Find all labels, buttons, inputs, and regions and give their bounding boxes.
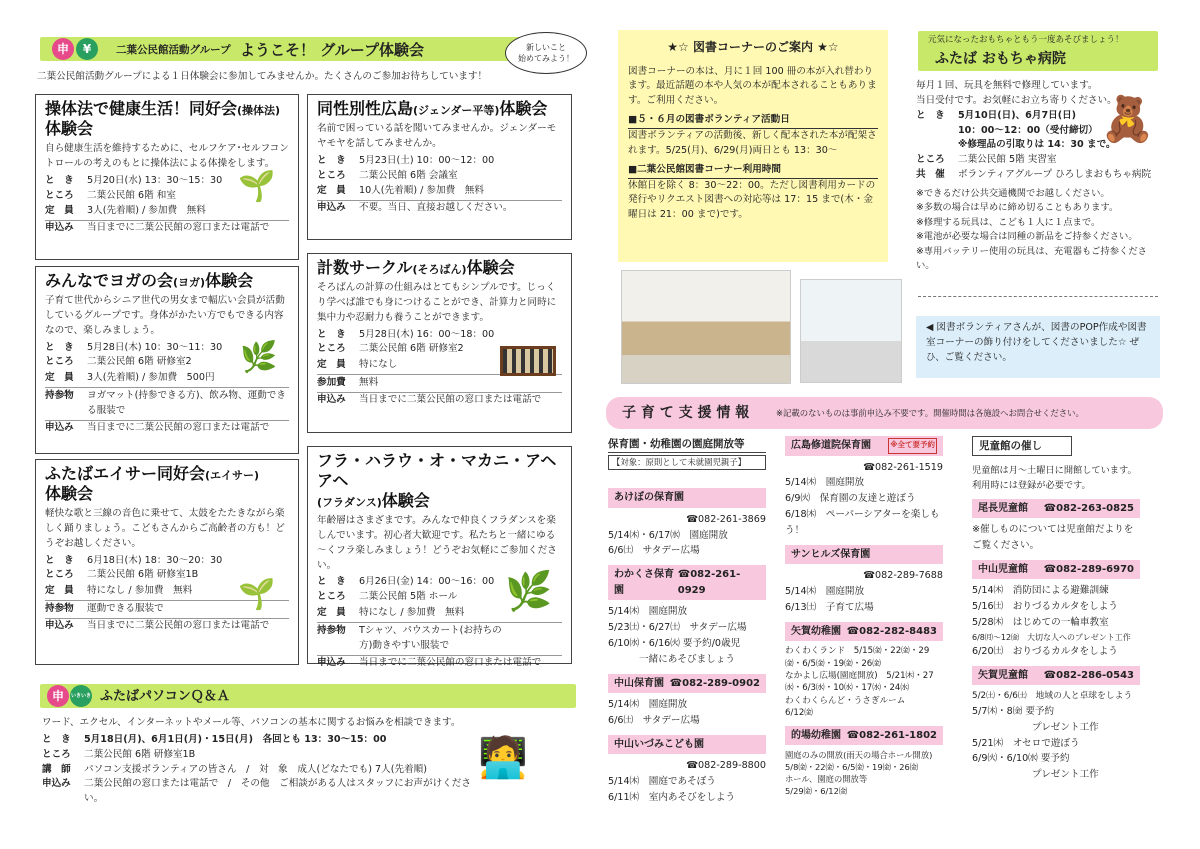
row-value: 二葉公民館 5階 実習室 xyxy=(958,154,1057,166)
row-value: 5月23日(土) 10：00～12：00 xyxy=(359,154,495,166)
facility-item: 6/6㈯ サタデー広場 xyxy=(608,545,700,557)
row-key: 持参物 xyxy=(317,625,346,637)
facility-item: 5/14㈭ 消防団による避難訓練 xyxy=(972,585,1109,597)
row-key: と き xyxy=(317,328,346,340)
row-value: 5月20日(水) 13：30～15：30 xyxy=(87,174,223,186)
group-title: 操体法で健康生活！同好会 xyxy=(45,99,238,118)
facility-item: 5/23㈯・6/27㈯ サタデー広場 xyxy=(608,622,747,634)
facility-tel: ☎082-261-1802 xyxy=(846,729,937,741)
facility-item: 5/2㈯・6/6㈯ 地域の人と卓球をしよう xyxy=(972,691,1133,702)
apply-badge: 申 xyxy=(52,38,74,60)
facility-item: 6/6㈯ サタデー広場 xyxy=(608,714,700,726)
library-p3: 休館日を除く 8：30～22：00。ただし図書利用カードの発行やリクエスト図書への対応等は 17：15 まで(木・金曜日は 21：00 まで)です。 xyxy=(628,179,876,221)
row-key: ところ xyxy=(317,591,346,603)
facility-header xyxy=(785,622,943,642)
row-key: と き xyxy=(45,174,74,186)
facility-header xyxy=(785,545,943,565)
speech-bubble: 新しいこと 始めてみよう！ xyxy=(505,32,587,74)
row-value: 無料 xyxy=(359,377,379,389)
row-key: 申込み xyxy=(317,656,346,668)
facility-item: 6/20㈯ おりづるカルタをしよう xyxy=(972,646,1118,658)
pc-section xyxy=(42,716,472,807)
row-key: ところ xyxy=(916,154,945,166)
row-key xyxy=(916,138,958,153)
row-value: 特になし / 参加費 無料 xyxy=(87,585,193,597)
row-value: 当日までに二葉公民館の窓口または電話で xyxy=(359,394,542,406)
pop-note-text: ◀ 図書ボランティアさんが、図書のPOP作成や図書室コーナーの飾り付けをしてくださいました☆ ぜひ、ご覧ください。 xyxy=(926,322,1147,363)
facility-header xyxy=(972,666,1140,686)
leaf-mascot-hula-icon: 🌿 xyxy=(505,569,553,613)
facility-name: 中山保育園 xyxy=(614,677,664,689)
col1-title: 保育園・幼稚園の園庭開放等 xyxy=(608,436,766,453)
hospital-note: ※多数の場合は早めに締め切ることもあります。 xyxy=(916,202,1119,214)
facility-item: プレゼント工作 xyxy=(1032,721,1099,733)
group-title-2: 体験会 xyxy=(45,119,94,138)
facility-item: なかよし広場(園庭開放) 5/21㈭・27㈬・6/3㈬・10㈬・17㈬・24㈬ xyxy=(785,671,934,694)
facility-item: わくわくランド 5/15㈮・22㈮・29㈮・6/5㈮・19㈮・26㈮ xyxy=(785,646,930,669)
group-title-2: 体験会 xyxy=(45,484,94,503)
facility-tel: ☎082-286-0543 xyxy=(1043,669,1134,681)
row-key: 定 員 xyxy=(45,205,74,217)
row-key: ところ xyxy=(317,169,346,181)
facility-item: ホール、園庭の開放等 xyxy=(785,774,868,785)
computer-user-icon: 🧑‍💻 xyxy=(478,735,528,781)
row-key: 持参物 xyxy=(45,390,74,402)
pc-desc: ワード、エクセル、インターネットやメール等、パソコンの基本に関するお悩みを相談できます。 xyxy=(42,717,461,728)
facility-name: 尾長児童館 xyxy=(978,502,1028,514)
row-key xyxy=(916,124,958,139)
row-key: 定 員 xyxy=(317,607,346,619)
row-key: 申込み xyxy=(317,202,346,214)
row-value: 二葉公民館 6階 研修室2 xyxy=(87,356,192,368)
hospital-note: ※電池が必要な場合は同種の新品をご持参ください。 xyxy=(916,231,1138,243)
childcare-col3 xyxy=(972,436,1140,783)
group-title: フラ・ハラウ・オ・マカニ・アヘアヘ xyxy=(317,451,557,490)
facility-item: 5/28㈭ はじめての一輪車教室 xyxy=(972,617,1109,629)
group-title-sub: (エイサー) xyxy=(205,469,260,482)
facility-item: 5/14㈭ 園庭開放 xyxy=(785,585,865,597)
row-key: ところ xyxy=(45,189,74,201)
facility-name: わかくさ保育園 xyxy=(614,569,674,596)
row-key: 申込み xyxy=(45,421,74,433)
hospital-note: ※専用バッテリー使用の玩具は、充電器もご持参ください。 xyxy=(916,245,1147,272)
facility-item: 5/16㈯ おりづるカルタをしよう xyxy=(972,601,1118,613)
row-value: 二葉公民館 6階 研修室1B xyxy=(87,569,199,581)
facility-header xyxy=(608,674,766,694)
row-value: 二葉公民館 6階 研修室2 xyxy=(359,343,464,355)
col3-desc: 児童館は月～土曜日に開館しています。利用時には登録が必要です。 xyxy=(972,465,1137,491)
facility-tel: ☎082-289-7688 xyxy=(863,570,943,582)
group-box-eisa xyxy=(35,459,299,665)
apply-badge: 申 xyxy=(47,685,69,707)
facility-tel: ☎082-261-0929 xyxy=(677,569,741,596)
facility-item: 6/8㈪～12㈮ 大切な人へのプレゼント工作 xyxy=(972,632,1131,642)
group-title: 同性別性広島 xyxy=(317,99,414,118)
library-p2: 図書ボランティアの活動後、新しく配本された本が配架されます。5/25(月)、6/29(月)両日とも 13：30～ xyxy=(628,130,877,156)
intro-text: 二葉公民館活動グループによる１日体験会に参加してみませんか。たくさんのご参加お待ちしています！ xyxy=(37,71,488,82)
group-desc: 自ら健康生活を維持するために、セルフケア･セルフコントロールの考えのもとに操体法による体操をします。 xyxy=(45,143,289,169)
facility-name: あけぼの保育園 xyxy=(614,492,684,504)
row-value: 5月10日(日)、6月7日(日) xyxy=(958,109,1077,121)
row-key: 申込み xyxy=(42,778,71,790)
facility-header xyxy=(785,436,943,456)
library-h2: ■５・６月の図書ボランティア活動日 xyxy=(628,113,878,129)
row-key: ところ xyxy=(42,748,71,760)
facility-item: 6/18㈭ ペーパーシアターを楽しもう！ xyxy=(785,508,940,536)
facility-item: 6/10㈬・6/16㈫ 要予約/0歳児 xyxy=(608,637,741,649)
row-key: 持参物 xyxy=(45,603,74,615)
row-value: 特になし / 参加費 無料 xyxy=(359,607,465,619)
row-value: 6月26日(金) 14：00～16：00 xyxy=(359,576,495,588)
row-key: 定 員 xyxy=(45,372,74,384)
row-key: ところ xyxy=(45,356,74,368)
col3-title: 児童館の催し xyxy=(972,436,1072,456)
pop-display-photo xyxy=(800,279,902,383)
row-key: ところ xyxy=(317,343,346,355)
row-value: 当日までに二葉公民館の窓口または電話で xyxy=(87,620,270,632)
row-value: 5月28日(木) 10：30～11：30 xyxy=(87,341,223,353)
row-key: 定 員 xyxy=(317,359,346,371)
group-box-hula xyxy=(307,446,572,668)
facility-item: 5/7㈭・8㈮ 要予約 xyxy=(972,705,1055,717)
dashed-divider xyxy=(918,296,1158,297)
row-value: 当日までに二葉公民館の窓口または電話で xyxy=(87,222,270,234)
group-desc: 年齢層はさまざまです。みんなで仲良くフラダンスを楽しんでいます。初心者大歓迎です。私たちと一緒にゆる～くフラ楽しみましょう！どうぞお気軽にご参加ください。 xyxy=(317,515,557,571)
reservation-tag: ※全て要予約 xyxy=(888,438,937,454)
hospital-p2: 当日受付です。お気軽にお立ち寄りください。 xyxy=(916,94,1117,106)
facility-item: 5/21㈭ オセロで遊ぼう xyxy=(972,737,1080,749)
row-key: 講 師 xyxy=(42,763,71,775)
facility-item: 5/29㈮・6/12㈮ xyxy=(785,786,848,797)
row-value: 二葉公民館 6階 研修室1B xyxy=(84,748,196,760)
facility-name: 中山いづみこども園 xyxy=(614,738,704,750)
group-title-sub: (操体法) xyxy=(237,104,281,117)
library-corner-photo xyxy=(621,270,791,384)
group-box-soroban xyxy=(307,253,572,433)
row-key: 申込み xyxy=(317,394,346,406)
facility-item: 5/8㈮・22㈮・6/5㈮・19㈮・26㈮ xyxy=(785,762,919,773)
ikiiki-badge: いきいき xyxy=(70,685,92,707)
row-value: 10人(先着順) / 参加費 無料 xyxy=(359,185,484,197)
hospital-note: ※できるだけ公共交通機関でお越しください。 xyxy=(916,188,1110,200)
group-title-sub: (フラダンス) xyxy=(317,496,382,509)
facility-name: 矢賀幼稚園 xyxy=(791,625,841,637)
row-value: 運動できる服装で xyxy=(87,603,164,615)
facility-item: 6/12㈮ xyxy=(785,708,813,719)
row-value: 3人(先着順) / 参加費 無料 xyxy=(87,205,206,217)
facility-header xyxy=(608,488,766,508)
row-value: 不要。当日、直接お越しください。 xyxy=(359,202,513,214)
library-h3: ■二葉公民館図書コーナー利用時間 xyxy=(628,163,878,179)
row-value: 当日までに二葉公民館の窓口または電話で xyxy=(359,656,542,668)
row-value: パソコン支援ボランティアの皆さん / 対 象 成人(どなたでも) 7人(先着順) xyxy=(84,763,427,775)
row-value: 二葉公民館の窓口または電話で / その他 ご相談がある人はスタッフにお声がけください。 xyxy=(84,778,471,805)
facility-item: 5/14㈭ 園庭開放 xyxy=(608,606,688,618)
group-title: 計数サークル xyxy=(317,258,413,277)
row-value: ボランティアグループ ひろしまおもちゃ病院 xyxy=(958,169,1152,181)
row-key: と き xyxy=(45,341,74,353)
row-key: と き xyxy=(317,576,346,588)
hospital-note: ※修理する玩具は、こども１人に１点まで。 xyxy=(916,216,1101,228)
row-key: 参加費 xyxy=(317,377,346,389)
row-value: 10：00～12：00（受付締切） xyxy=(958,124,1098,136)
childcare-title: 子 育 て 支 援 情 報 xyxy=(622,405,750,421)
facility-header xyxy=(785,726,943,746)
row-value: 二葉公民館 6階 会議室 xyxy=(359,169,458,181)
facility-tel: ☎082-282-8483 xyxy=(846,625,937,637)
row-key: と き xyxy=(916,109,945,121)
library-title: ★☆ 図書コーナーのご案内 ★☆ xyxy=(667,40,839,54)
facility-tel: ☎082-261-3869 xyxy=(686,513,766,525)
row-key: 申込み xyxy=(45,222,74,234)
group-box-gender xyxy=(307,94,572,240)
row-value: 当日までに二葉公民館の窓口または電話で xyxy=(87,421,270,433)
group-desc: 子育て世代からシニア世代の男女まで幅広い会員が活動しているグループです。身体がかたい方でもできる内容なので、楽しみましょう。 xyxy=(45,295,285,336)
leaf-mascot-drum-icon: 🌱 xyxy=(238,577,276,612)
facility-tel: ☎082-289-0902 xyxy=(669,677,760,689)
row-key: 定 員 xyxy=(317,185,346,197)
group-desc: そろばんの計算の仕組みはとてもシンプルです。じっくり学べば誰でも身につけることができ、計算力と同時に集中力や忍耐力も養うことができます。 xyxy=(317,282,557,323)
row-key: ところ xyxy=(45,569,74,581)
row-value: 5月28日(木) 16：00～18：00 xyxy=(359,328,495,340)
group-desc: 軽快な歌と三線の音色に乗せて、太鼓をたたきながら楽しく踊りましょう。こどもさんからご高齢者の方も！どうぞお越しください。 xyxy=(45,508,285,549)
row-value: Tシャツ、パウスカート(お持ちの方)動きやすい服装で xyxy=(359,625,502,651)
facility-name: 矢賀児童館 xyxy=(978,669,1028,681)
childcare-note: ※記載のないものは事前申込み不要です。開催時間は各施設へお問合せください。 xyxy=(776,408,1084,418)
facility-header xyxy=(972,499,1140,519)
facility-item: 一緒にあそびましょう xyxy=(639,653,735,665)
group-title-2: 体験会 xyxy=(466,258,515,277)
group-title-sub: (ジェンダー平等) xyxy=(413,104,500,117)
library-box xyxy=(618,30,888,262)
facility-name: 広島修道院保育園 xyxy=(791,440,871,451)
row-value: 5月18日(月)、6月1日(月)・15日(月) 各回とも 13：30～15：00 xyxy=(84,733,387,745)
row-value: 6月18日(木) 18：30～20：30 xyxy=(87,554,223,566)
library-p1: 図書コーナーの本は、月に１回 100 冊の本が入れ替わります。最近話題の本や人気の本が配本されることもあります。ご利用ください。 xyxy=(628,65,877,107)
facility-item: 5/14㈭ 園庭開放 xyxy=(608,699,688,711)
hospital-sub: 元気になったおもちゃともう一度あそびましょう！ xyxy=(928,35,1124,45)
facility-item: わくわくらんど・うさぎルーム xyxy=(785,695,906,706)
hospital-title: ふたば おもちゃ病院 xyxy=(935,51,1066,67)
group-title-sub: (ヨガ) xyxy=(173,276,206,289)
group-title-2: 体験会 xyxy=(499,99,548,118)
row-key: 申込み xyxy=(45,620,74,632)
hospital-p1: 毎月１回、玩具を無料で修理しています。 xyxy=(916,80,1098,91)
row-key: 共 催 xyxy=(916,169,945,181)
row-key: 定 員 xyxy=(45,585,74,597)
pop-note-box xyxy=(916,316,1160,378)
leaf-mascot-icon: 🌱 xyxy=(238,169,276,204)
group-title-2: 体験会 xyxy=(381,491,430,510)
row-value: ※修理品の引取りは 14：30 まで。 xyxy=(958,139,1116,151)
facility-tel: ☎082-289-8800 xyxy=(686,760,766,772)
facility-item: 6/9㈫・6/10㈬ 要予約 xyxy=(972,753,1070,765)
facility-item: プレゼント工作 xyxy=(1032,769,1099,781)
facility-header xyxy=(608,735,766,755)
facility-header xyxy=(972,560,1140,580)
group-title: みんなでヨガの会 xyxy=(45,271,174,290)
row-value: 3人(先着順) / 参加費 500円 xyxy=(87,372,215,384)
row-value: 二葉公民館 6階 和室 xyxy=(87,189,176,201)
page-title: ようこそ！ グループ体験会 xyxy=(240,41,425,59)
bear-doctor-icon: 🧸 xyxy=(1100,94,1155,145)
facility-name: サンヒルズ保育園 xyxy=(791,548,871,560)
childcare-col2 xyxy=(785,436,943,797)
pc-title: ふたばパソコンＱ＆Ａ xyxy=(100,689,230,704)
group-title-sub: (そろばん) xyxy=(412,263,467,276)
facility-item: 6/9㈫ 保育園の友達と遊ぼう xyxy=(785,493,916,505)
group-desc: 名前で困っている話を聞いてみませんか。ジェンダーモヤモヤを話してみませんか。 xyxy=(317,123,557,149)
childcare-col1 xyxy=(608,436,766,806)
facility-item: 6/11㈭ 室内あそびをしよう xyxy=(608,791,736,803)
facility-item: 5/14㈭ 園庭開放 xyxy=(785,477,865,489)
row-value: 二葉公民館 5階 ホール xyxy=(359,591,458,603)
facility-header xyxy=(608,565,766,600)
facility-item: 5/14㈭・6/17㈬ 園庭開放 xyxy=(608,529,728,541)
facility-item: 園庭のみの開放(雨天の場合ホール開放) xyxy=(785,750,933,761)
facility-item: 5/14㈭ 園庭であそぼう xyxy=(608,776,716,788)
group-title: ふたばエイサー同好会 xyxy=(45,464,206,483)
group-title-2: 体験会 xyxy=(205,271,254,290)
facility-tel: ☎082-263-0825 xyxy=(1043,502,1134,514)
facility-name: 的場幼稚園 xyxy=(791,729,841,741)
row-key: と き xyxy=(317,154,346,166)
row-value: 特になし xyxy=(359,359,398,371)
facility-tel: ☎082-261-1519 xyxy=(863,461,943,473)
row-key: と き xyxy=(45,554,74,566)
facility-tel: ☎082-289-6970 xyxy=(1043,563,1134,575)
row-key: と き xyxy=(42,733,71,745)
facility-name: 中山児童館 xyxy=(978,563,1028,575)
row-value: ヨガマット(持参できる方)、飲み物、運動できる服装で xyxy=(87,390,286,417)
col1-sub: 【対象：原則として未就園児親子】 xyxy=(608,455,766,470)
org-name: 二葉公民館活動グループ xyxy=(116,44,231,56)
facility-item: 6/13㈯ 子育て広場 xyxy=(785,601,874,613)
leaf-mascot-icon: 🌿 xyxy=(240,340,278,375)
yen-badge: ¥ xyxy=(76,38,98,60)
abacus-icon xyxy=(500,346,556,376)
facility-item: ※催しものについては児童館だよりをご覧ください。 xyxy=(972,524,1134,552)
